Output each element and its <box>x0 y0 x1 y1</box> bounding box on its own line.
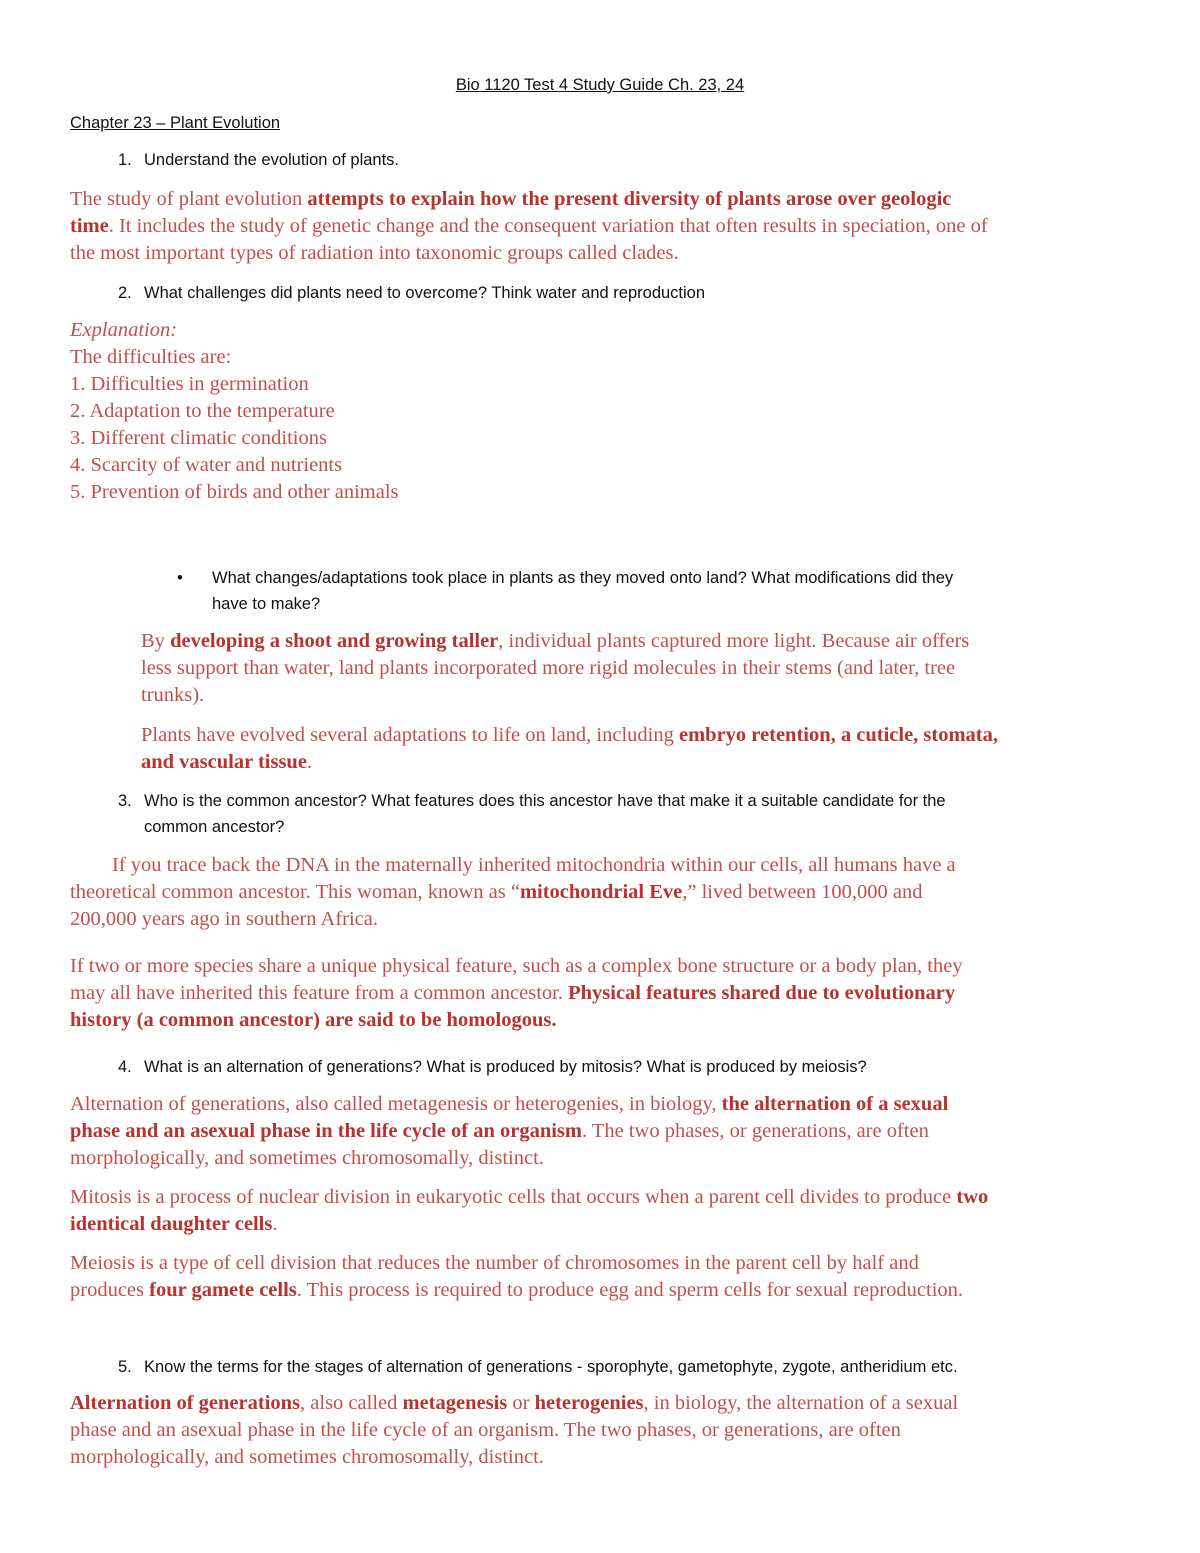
answer-4c-line-2 <box>70 1279 963 1302</box>
difficulty-item: 2. Adaptation to the temperature <box>70 400 335 422</box>
question-number: 3. <box>118 792 132 810</box>
answer-4b-line-2 <box>70 1213 277 1236</box>
chapter-heading: Chapter 23 – Plant Evolution <box>70 114 281 132</box>
answer-text: . <box>306 751 313 773</box>
answer-4-line-3: morphologically, and sometimes chromosomally, distinct. <box>70 1147 544 1169</box>
answer-emphasis: phase and an asexual phase in the life cycle of an organism <box>70 1120 582 1142</box>
answer-3b-line-1: If two or more species share a unique physical feature, such as a complex bone structure or a body plan, they <box>70 955 963 977</box>
answer-text: ,” lived between 100,000 and <box>682 881 923 903</box>
answer-text: . It includes the study of genetic change and the consequent variation that often results in speciation, one of <box>108 215 988 237</box>
answer-text: . This process is required to produce egg and sperm cells for sexual reproduction. <box>296 1279 964 1301</box>
answer-1-line-3: the most important types of radiation into taxonomic groups called clades. <box>70 242 679 264</box>
answer-text: By <box>141 630 171 652</box>
answer-text: Plants have evolved several adaptations to life on land, including <box>141 724 679 746</box>
explanation-label: Explanation: <box>70 319 178 341</box>
bullet-answer-2-line-2 <box>141 751 312 774</box>
answer-emphasis: metagenesis <box>402 1392 508 1414</box>
question-number: 4. <box>118 1058 132 1076</box>
answer-text: The study of plant evolution <box>70 188 308 210</box>
bullet-answer-2-line-1 <box>141 724 998 747</box>
question-number: 2. <box>118 284 132 302</box>
answer-3b-line-3 <box>70 1009 556 1032</box>
answer-5-line-3: morphologically, and sometimes chromosomally, distinct. <box>70 1446 544 1468</box>
question-number: 5. <box>118 1358 132 1376</box>
answer-text: , also called <box>300 1392 403 1414</box>
answer-text: , individual plants captured more light. Because air offers <box>498 630 970 652</box>
answer-emphasis: four gamete cells <box>149 1279 297 1301</box>
bullet-question-line-2: have to make? <box>212 595 321 613</box>
answer-4-line-2 <box>70 1120 929 1143</box>
answer-3b-line-2 <box>70 982 955 1005</box>
answer-text: theoretical common ancestor. This woman, known as “ <box>70 881 520 903</box>
bullet-answer-1-line-1 <box>141 630 969 653</box>
answer-emphasis: identical daughter cells <box>70 1213 273 1235</box>
answer-text: Mitosis is a process of nuclear division in eukaryotic cells that occurs when a parent cell divides to produce <box>70 1186 957 1208</box>
question-number: 1. <box>118 151 132 169</box>
answer-3-line-3: 200,000 years ago in southern Africa. <box>70 908 378 930</box>
difficulties-intro: The difficulties are: <box>70 346 232 368</box>
answer-5-line-2: phase and an asexual phase in the life cycle of an organism. The two phases, or generations, are often <box>70 1419 901 1441</box>
answer-text: may all have inherited this feature from a common ancestor. <box>70 982 569 1004</box>
answer-emphasis: two <box>956 1186 989 1208</box>
answer-1-line-2 <box>70 215 988 238</box>
answer-emphasis: and vascular tissue <box>141 751 307 773</box>
bullet-question-line-1: What changes/adaptations took place in plants as they moved onto land? What modifications did they <box>212 569 954 587</box>
question-text: Know the terms for the stages of alternation of generations - sporophyte, gametophyte, zygote, antheridium etc. <box>144 1358 958 1376</box>
bullet-answer-1-line-2: less support than water, land plants incorporated more rigid molecules in their stems (and later, tree <box>141 657 956 679</box>
question-1 <box>118 151 399 170</box>
difficulty-item: 3. Different climatic conditions <box>70 427 327 449</box>
question-3-line-1 <box>118 792 946 811</box>
bullet-marker: • <box>177 569 183 587</box>
question-text: What challenges did plants need to overcome? Think water and reproduction <box>144 284 706 302</box>
question-text: Who is the common ancestor? What features does this ancestor have that make it a suitable candidate for the <box>144 792 946 810</box>
answer-4c-line-1: Meiosis is a type of cell division that reduces the number of chromosomes in the parent cell by half and <box>70 1252 919 1274</box>
answer-1-line-1 <box>70 188 951 211</box>
question-text: What is an alternation of generations? What is produced by mitosis? What is produced by meiosis? <box>144 1058 867 1076</box>
answer-emphasis: history (a common ancestor) are said to be homologous. <box>70 1009 557 1031</box>
answer-emphasis: attempts to explain how the present diversity of plants arose over geologic <box>307 188 952 210</box>
difficulty-item: 5. Prevention of birds and other animals <box>70 481 399 503</box>
answer-emphasis: time <box>70 215 109 237</box>
answer-emphasis: developing a shoot and growing taller <box>170 630 499 652</box>
question-text: Understand the evolution of plants. <box>144 151 400 169</box>
difficulty-item: 4. Scarcity of water and nutrients <box>70 454 343 476</box>
answer-text: , in biology, the alternation of a sexual <box>643 1392 959 1414</box>
question-2 <box>118 284 705 303</box>
bullet-answer-1-line-3: trunks). <box>141 684 205 706</box>
question-5 <box>118 1358 958 1377</box>
document-title: Bio 1120 Test 4 Study Guide Ch. 23, 24 <box>455 76 745 94</box>
answer-emphasis: the alternation of a sexual <box>721 1093 949 1115</box>
answer-emphasis: heterogenies <box>534 1392 644 1414</box>
answer-emphasis: embryo retention, a cuticle, stomata, <box>679 724 999 746</box>
answer-emphasis: Alternation of generations <box>70 1392 301 1414</box>
answer-4b-line-1 <box>70 1186 988 1209</box>
answer-3-line-2 <box>70 881 922 904</box>
answer-4-line-1 <box>70 1093 948 1116</box>
answer-3-line-1: If you trace back the DNA in the maternally inherited mitochondria within our cells, all humans have a <box>112 854 956 876</box>
answer-text: . The two phases, or generations, are often <box>581 1120 929 1142</box>
answer-text: . <box>272 1213 278 1235</box>
difficulty-item: 1. Difficulties in germination <box>70 373 309 395</box>
answer-emphasis: Physical features shared due to evolutionary <box>568 982 956 1004</box>
question-3-line-2: common ancestor? <box>144 818 285 836</box>
question-4 <box>118 1058 867 1077</box>
answer-text: Alternation of generations, also called metagenesis or heterogenies, in biology, <box>70 1093 722 1115</box>
answer-emphasis: mitochondrial Eve <box>519 881 683 903</box>
answer-5-line-1 <box>70 1392 958 1415</box>
answer-text: or <box>507 1392 535 1414</box>
answer-text: produces <box>70 1279 150 1301</box>
